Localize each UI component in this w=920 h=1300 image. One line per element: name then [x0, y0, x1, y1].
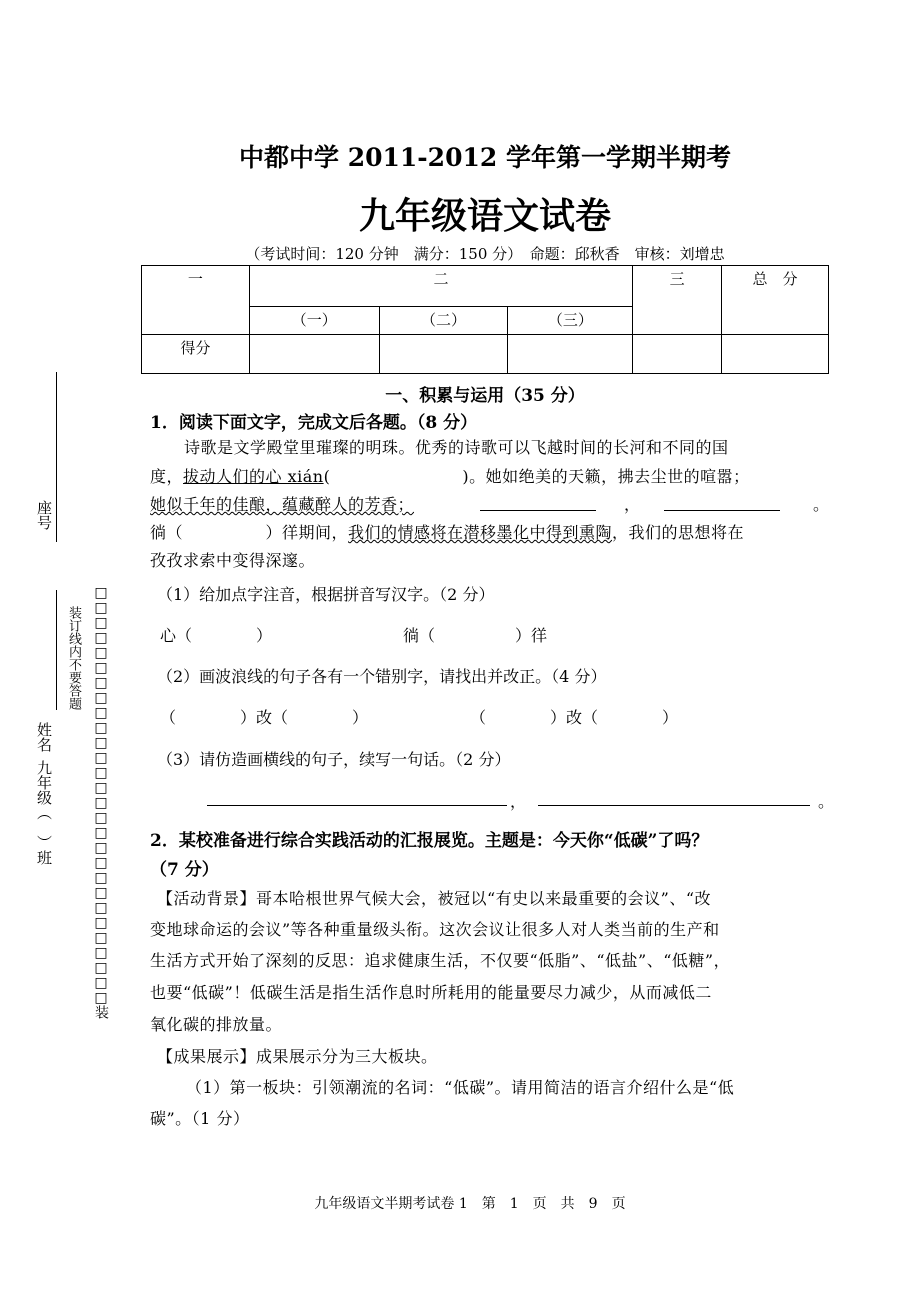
text-segment: ( )。她如绝美的天籁，拂去尘世的喧嚣； — [323, 467, 750, 486]
q2-title-score: （7 分） — [150, 860, 219, 880]
score-col-three: 三 — [633, 266, 722, 335]
q2-title: 2．某校准备进行综合实践活动的汇报展览。主题是：今天你“低碳”了吗？ — [150, 831, 709, 851]
answer-blank[interactable]: （ ）改（ ） — [470, 708, 679, 727]
q1-text-line — [150, 464, 750, 487]
q2-text-line: 氧化碳的排放量。 — [150, 1015, 283, 1034]
score-sub-1: （一） — [249, 307, 379, 335]
score-col-total: 总 分 — [722, 266, 829, 335]
score-sub-2: （二） — [379, 307, 508, 335]
fill-blank[interactable] — [480, 494, 596, 511]
text-segment: 。 — [813, 495, 830, 514]
wavy-sentence: 我们的情感将在潜移墨化中得到熏陶 — [348, 523, 613, 542]
answer-blank[interactable]: 心（ ） — [160, 626, 273, 645]
q1-text-line: 诗歌是文学殿堂里璀璨的明珠。优秀的诗歌可以飞越时间的长河和不同的国 — [184, 438, 729, 457]
q1-sub2: （2）画波浪线的句子各有一个错别字，请找出并改正。（4 分） — [157, 667, 607, 686]
exam-title: 九年级语文试卷 — [358, 195, 611, 237]
name-label: 姓名 — [35, 722, 53, 752]
text-segment: ， — [624, 495, 641, 514]
score-sub-3: （三） — [508, 307, 633, 335]
score-cell[interactable] — [249, 335, 379, 374]
text-segment: ， — [510, 792, 527, 811]
q2-text-line: 【活动背景】哥本哈根世界气候大会，被冠以“有史以来最重要的会议”、“改 — [157, 889, 712, 908]
q2-text-line: （1）第一板块：引领潮流的名词：“低碳”。请用简洁的语言介绍什么是“低 — [186, 1078, 735, 1097]
text-segment: ，我们的思想将在 — [612, 523, 745, 542]
score-cell[interactable] — [379, 335, 508, 374]
exam-info: （考试时间：120 分钟 满分：150 分） 命题：邱秋香 审核：刘增忠 — [245, 245, 725, 263]
school-title: 中都中学 2011-2012 学年第一学期半期考 — [239, 143, 731, 172]
text-segment: 。 — [818, 792, 835, 811]
q2-text-line: 生活方式开始了深刻的反思：追求健康生活，不仅要“低脂”、“低盐”、“低糖”， — [150, 951, 731, 970]
q1-title: 1．阅读下面文字，完成文后各题。（8 分） — [150, 413, 478, 433]
score-col-one: 一 — [142, 266, 250, 335]
wavy-sentence: 她似千年的佳酿，蕴藏醉人的芳香； — [150, 495, 415, 514]
score-col-two: 二 — [249, 266, 632, 307]
score-table — [141, 265, 829, 374]
class-label: 九年级（ ）班 — [35, 760, 53, 865]
page-footer: 九年级语文半期考试卷 1 第 1 页 共 9 页 — [314, 1196, 626, 1212]
binding-line: □□□□□□□□□□□□□□□□□□□□□□□□□□□□装 — [93, 585, 109, 1018]
q2-text-line: 变地球命运的会议”等各种重量级头衔。这次会议让很多人对人类当前的生产和 — [150, 920, 720, 939]
seat-line[interactable] — [56, 372, 57, 542]
fill-blank[interactable] — [664, 494, 780, 511]
q1-text-line — [150, 520, 744, 543]
underlined-sentence: 拔动人们的心 xián — [183, 467, 324, 486]
text-segment: 徜（ ）徉期间， — [150, 523, 349, 542]
q1-text-line — [150, 492, 414, 515]
q1-text-line: 孜孜求索中变得深邃。 — [150, 551, 316, 570]
text-segment: 度， — [150, 467, 184, 486]
answer-blank[interactable]: （ ）改（ ） — [160, 708, 369, 727]
q2-text-line: 【成果展示】成果展示分为三大板块。 — [157, 1047, 438, 1066]
fill-blank[interactable] — [207, 789, 507, 806]
q2-text-line: 碳”。（1 分） — [150, 1109, 250, 1128]
q2-text-line: 也要“低碳”！低碳生活是指生活作息时所耗用的能量要尽力减少，从而减低二 — [150, 983, 712, 1002]
fill-blank[interactable] — [538, 789, 810, 806]
name-line[interactable] — [56, 590, 57, 710]
score-cell[interactable] — [508, 335, 633, 374]
score-row-label: 得分 — [142, 335, 250, 374]
score-cell[interactable] — [722, 335, 829, 374]
binding-notice: 装订线内不要答题 — [66, 606, 81, 710]
score-cell[interactable] — [633, 335, 722, 374]
section-title: 一、积累与运用（35 分） — [385, 386, 585, 406]
answer-blank[interactable]: 徜（ ）徉 — [403, 626, 548, 645]
q1-sub1: （1）给加点字注音，根据拼音写汉字。（2 分） — [157, 585, 495, 604]
q1-sub3: （3）请仿造画横线的句子，续写一句话。（2 分） — [157, 750, 511, 769]
seat-label: 座号 — [35, 500, 53, 530]
